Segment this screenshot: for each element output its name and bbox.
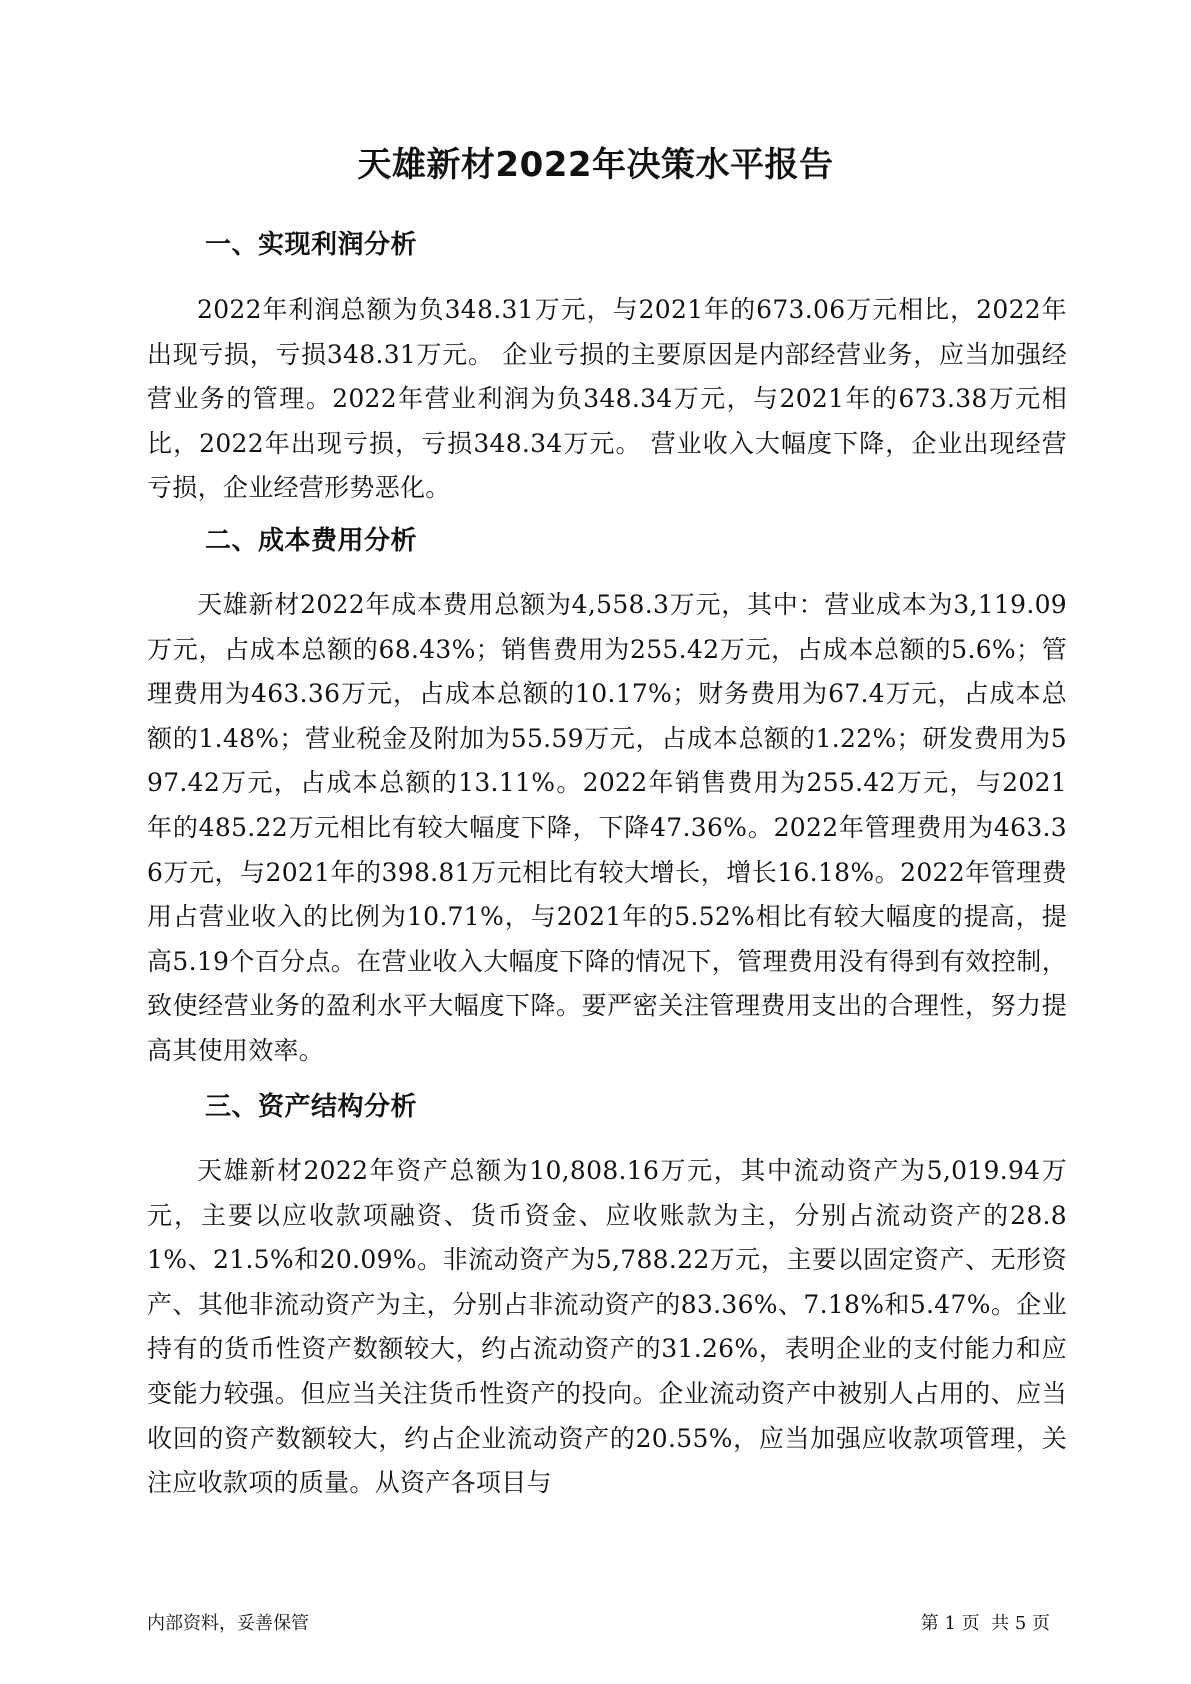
section-heading-profit: 一、实现利润分析: [205, 230, 418, 260]
section-paragraph-cost: 天雄新材2022年成本费用总额为4,558.3万元，其中：营业成本为3,119.09万元，占成本总额的68.43%；销售费用为255.42万元，占成本总额的5.6%；管理费用为463.36万元，占成本总额的10.17%；财务费用为67.4万元，占成本总额的1.48%；营业税金及附加为55.59万元，占成本总额的1.22%；研发费用为597.42万元，占成本总额的13.11%。2022年销售费用为255.42万元，与2021年的485.22万元相比有较大幅度下降，下降47.36%。2022年管理费用为463.36万元，与2021年的398.81万元相比有较大增长，增长16.18%。2022年管理费用占营业收入的比例为10.71%，与2021年的5.52%相比有较大幅度的提高，提高5.19个百分点。在营业收入大幅度下降的情况下，管理费用没有得到有效控制，致使经营业务的盈利水平大幅度下降。要严密关注管理费用支出的合理性，努力提高其使用效率。: [147, 590, 1067, 1065]
footer-confidential-note: 内部资料，妥善保管: [147, 1613, 309, 1634]
section-paragraph-assets: 天雄新材2022年资产总额为10,808.16万元，其中流动资产为5,019.94万元，主要以应收款项融资、货币资金、应收账款为主，分别占流动资产的28.81%、21.5%和20.09%。非流动资产为5,788.22万元，主要以固定资产、无形资产、其他非流动资产为主，分别占非流动资产的83.36%、7.18%和5.47%。企业持有的货币性资产数额较大，约占流动资产的31.26%，表明企业的支付能力和应变能力较强。但应当关注货币性资产的投向。企业流动资产中被别人占用的、应当收回的资产数额较大，约占企业流动资产的20.55%，应当加强应收款项管理，关注应收款项的质量。从资产各项目与: [147, 1156, 1067, 1498]
section-heading-cost: 二、成本费用分析: [205, 526, 418, 556]
section-paragraph-profit: 2022年利润总额为负348.31万元，与2021年的673.06万元相比，2022年出现亏损，亏损348.31万元。 企业亏损的主要原因是内部经营业务，应当加强经营业务的管理。2022年营业利润为负348.34万元，与2021年的673.38万元相比，2022年出现亏损，亏损348.34万元。 营业收入大幅度下降，企业出现经营亏损，企业经营形势恶化。: [147, 295, 1067, 503]
footer-page-number: 第 1 页 共 5 页: [920, 1613, 1050, 1634]
section-heading-assets: 三、资产结构分析: [205, 1092, 418, 1122]
document-title: 天雄新材2022年决策水平报告: [357, 145, 834, 185]
